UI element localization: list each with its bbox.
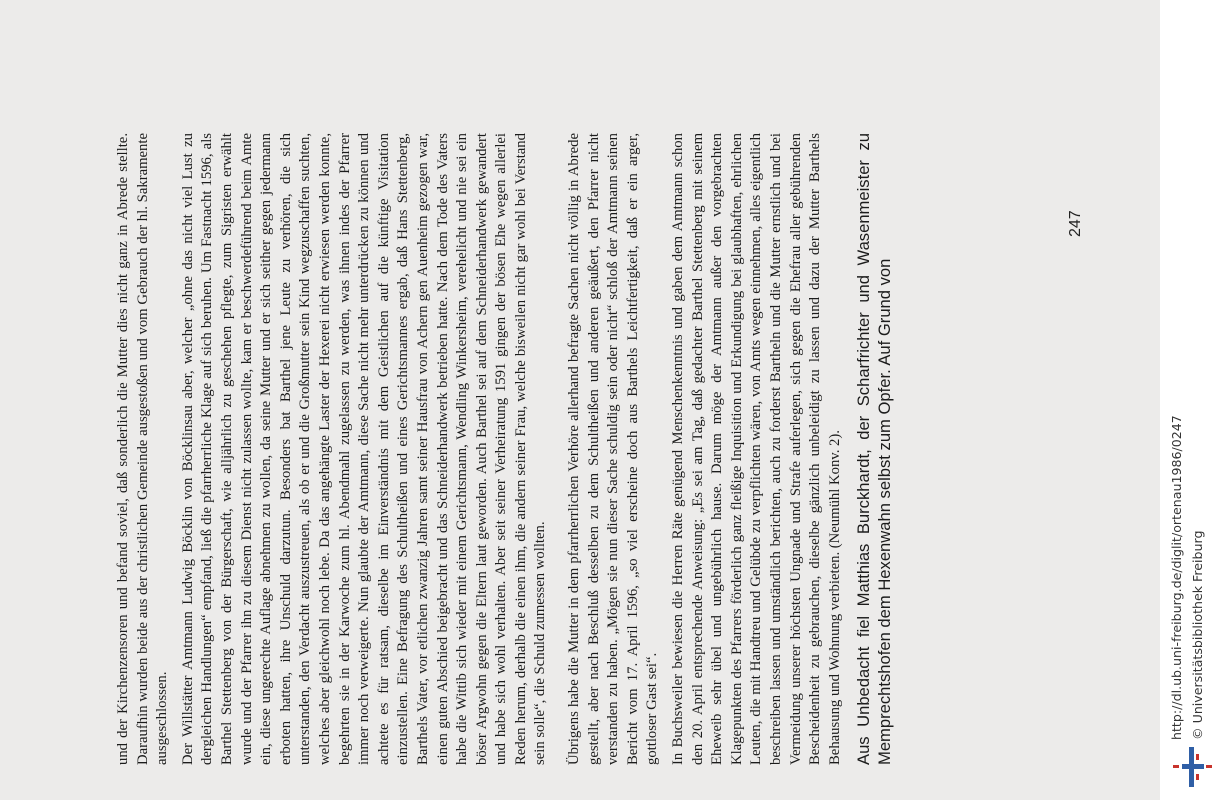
copyright-notice: © Universitätsbibliothek Freiburg xyxy=(1190,530,1205,740)
rotated-page-content xyxy=(100,0,1084,800)
paragraph-1: und der Kirchenzensoren und befand soviel, daß sonderlich die Mutter dies nicht ganz in Abrede stellte. Daraufhin wurden beide aus der christlichen Gemeinde ausgestoßen und vom Gebrauch der hl. Sakramente ausgeschlossen. xyxy=(115,133,171,765)
university-library-logo-icon xyxy=(1173,747,1213,787)
library-sidebar xyxy=(1168,0,1218,800)
paragraph-5: Aus Unbedacht fiel Matthias Burckhardt, der Scharfrichter und Wasenmeister zu Memprechtshofen dem Hexenwahn selbst zum Opfer. Auf Grund von xyxy=(854,133,895,765)
sidebar-rotated-text xyxy=(1168,0,1218,740)
paragraph-4: In Buchsweiler bewiesen die Herren Räte genügend Menschenkenntnis und gaben dem Amtmann schon den 20. April entsprechende Anweisung: „Es sei am Tag, daß gedachter Barthel Stettenberg mit seinem Eheweib sehr übel und ungebührlich hause. Darum möge der Amtmann außer den vorgebrachten Klagepunkten des Pfarrers förderlich ganz fleißige Inquisition und Erkundigung bei glaubhaften, ehrlichen Leuten, die mit Handtreu und Gelübde zu verpflichten wären, von Amts wegen einnehmen, alles eigentlich beschreiben lassen und umständlich berichten, auch zu forderst Bartheln und die Mutter ernstlich und bei Vermeidung unserer höchsten Ungnade und Strafe auferlegen, sich gegen die Ehefrau aller gebührenden Bescheidenheit zu gebrauchen, dieselbe gänzlich unbeleidigt zu lassen und dazu der Mutter Barthels Behausung und Wohnung verbieten. (Neumühl Konv. 2). xyxy=(670,133,843,765)
page-body-text xyxy=(114,133,901,765)
page-number: 247 xyxy=(1067,210,1084,237)
paragraph-3: Übrigens habe die Mutter in dem pfarrherrlichen Verhöre allerhand befragte Sachen nicht völlig in Abrede gestellt, aber nach Beschluß desselben zu dem Schultheißen und anderen geäußert, den Pfarrer nicht verstanden zu haben. „Mögen sie nun dieser Sache schuldig sein oder nicht“ schloß der Amtmann seinen Bericht vom 17. April 1596, „so viel erscheine doch aus Barthels Leichtfertigkeit, daß er ein arger, gottloser Gast sei“. xyxy=(566,133,661,765)
paragraph-2: Der Willstätter Amtmann Ludwig Böcklin von Böcklinsau aber, welcher „ohne das nicht viel Lust zu dergleichen Handlungen“ empfand, ließ die pfarrherrliche Klage auf sich beruhen. Um Fastnacht 1596, als Barthel Stettenberg von der Bürgerschaft, wie alljährlich zu geschehen pflegte, zum Sigristen erwählt wurde und der Pfarrer ihn zu diesem Dienst nicht zulassen wollte, kam er beschwerdeführend beim Amte ein, diese ungerechte Auflage abnehmen zu wollen, da seine Mutter und er sich seither gegen jedermann erboten hatten, ihre Unschuld darzutun. Besonders bat Barthel jene Leute zu verhören, die sich unterstanden, den Verdacht auszustreuen, als ob er und die Großmutter sein Kind wegzuschaffen suchten, welches aber gleichwohl noch lebe. Da das angehängte Laster der Hexerei nicht erwiesen werden konnte, begehrten sie in der Karwoche zum hl. Abendmahl zugelassen zu werden, was ihnen indes der Pfarrer immer noch verweigerte. Nun glaubte der Amtmann, diese Sache nicht mehr unterdrücken zu können und achtete es für ratsam, dieselbe im Einverständnis mit dem Geistlichen auf die künftige Visitation einzustellen. Eine Befragung des Schultheißen und eines Gerichtsmannes ergab, daß Hans Stettenberg, Barthels Vater, vor etlichen zwanzig Jahren samt seiner Hausfrau von Achern gen Auenheim gezogen war, einen guten Abschied beigebracht und das Schneiderhandwerk betrieben hatte. Nach dem Tode des Vaters habe die Wittib sich wieder mit einem Gerichtsmann, Wendling Winkersheim, verehelicht und nie sei ein böser Argwohn gegen die Eltern laut geworden. Auch Barthel sei auf dem Schneiderhandwerk gewandert und habe sich wohl verhalten. Aber seit seiner Verheiratung 1591 gingen der bösen Ehe wegen allerlei Reden herum, derhalb die einen ihm, die andern seiner Frau, welche bisweilen nicht gar wohl bei Verstand sein solle“, die Schuld zumessen wollten. xyxy=(179,133,549,765)
source-url-link[interactable]: http://dl.ub.uni-freiburg.de/diglit/ortenau1986/0247 xyxy=(1169,415,1184,740)
